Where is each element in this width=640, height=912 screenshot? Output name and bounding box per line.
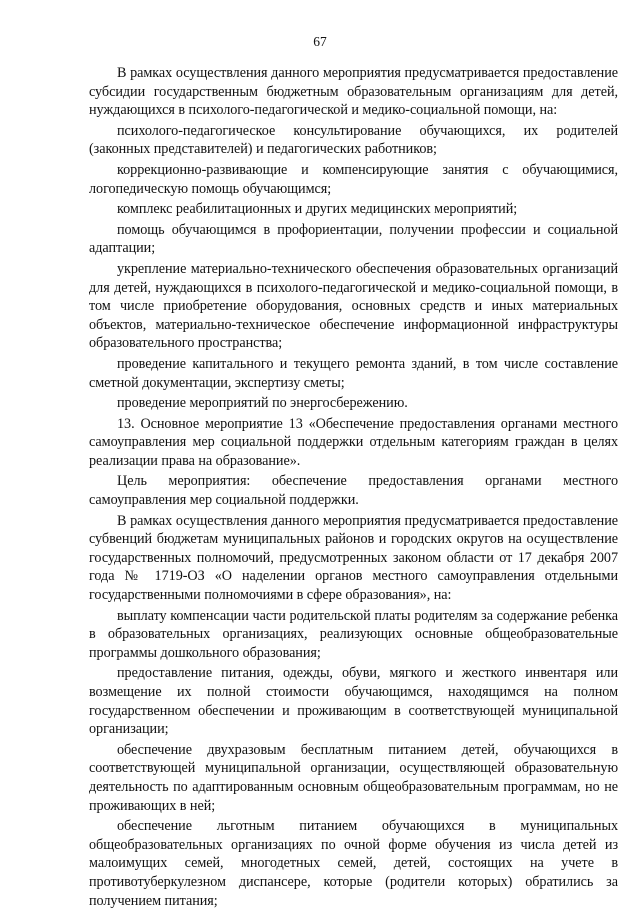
paragraph: Цель мероприятия: обеспечение предоставления органами местного самоуправления мер социальной поддержки. [89, 473, 618, 509]
paragraph: предоставление питания, одежды, обуви, мягкого и жесткого инвентаря или возмещение их полной стоимости обучающимся, находящимся на полном государственном обеспечении и проживающим в соответствующей муниципальной организации; [89, 665, 618, 738]
paragraph: психолого-педагогическое консультирование обучающихся, их родителей (законных представителей) и педагогических работников; [89, 122, 618, 158]
paragraph: коррекционно-развивающие и компенсирующие занятия с обучающимися, логопедическую помощь обучающимся; [89, 161, 618, 197]
paragraph: В рамках осуществления данного мероприятия предусматривается предоставление субсидии государственным бюджетным образовательным организациям для детей, нуждающихся в психолого-педагогической и медико-социальной помощи, на: [89, 65, 618, 119]
paragraph: помощь обучающимся в профориентации, получении профессии и социальной адаптации; [89, 221, 618, 257]
paragraph: выплату компенсации части родительской платы родителям за содержание ребенка в образовательных организациях, реализующих основные общеобразовательные программы дошкольного образования; [89, 607, 618, 661]
paragraph: обеспечение двухразовым бесплатным питанием детей, обучающихся в соответствующей муниципальной организации, осуществляющей образовательную деятельность по адаптированным основным общеобразовательным программам, но не проживающих в ней; [89, 741, 618, 814]
paragraph: комплекс реабилитационных и других медицинских мероприятий; [117, 201, 518, 218]
paragraph: проведение капитального и текущего ремонта зданий, в том числе составление сметной документации, экспертизу сметы; [89, 355, 618, 391]
paragraph: проведение мероприятий по энергосбережению. [117, 395, 408, 412]
page-number: 67 [313, 34, 327, 49]
paragraph: 13. Основное мероприятие 13 «Обеспечение предоставления органами местного самоуправления мер социальной поддержки отдельным категориям граждан в целях реализации права на образование». [89, 415, 618, 469]
paragraph: обеспечение льготным питанием обучающихся в муниципальных общеобразовательных организациях по очной форме обучения из числа детей из малоимущих семей, многодетных семей, детей, состоящих на учете в противотуберкулезном диспансере, которые (родители которых) обратились за получением питания; [89, 818, 618, 909]
document-body [89, 64, 618, 912]
paragraph: укрепление материально-технического обеспечения образовательных организаций для детей, нуждающихся в психолого-педагогической и медико-социальной помощи, в том числе приобретение оборудования, основных средств и иных материальных объектов, материально-техническое обеспечение информационной инфраструктуры образовательного пространства; [89, 260, 618, 352]
paragraph: В рамках осуществления данного мероприятия предусматривается предоставление субвенций бюджетам муниципальных районов и городских округов на осуществление государственных полномочий, предусмотренных законом области от 17 декабря 2007 года № 1719-ОЗ «О наделении органов местного самоуправления отдельными государственными полномочиями в сфере образования», на: [89, 512, 618, 604]
